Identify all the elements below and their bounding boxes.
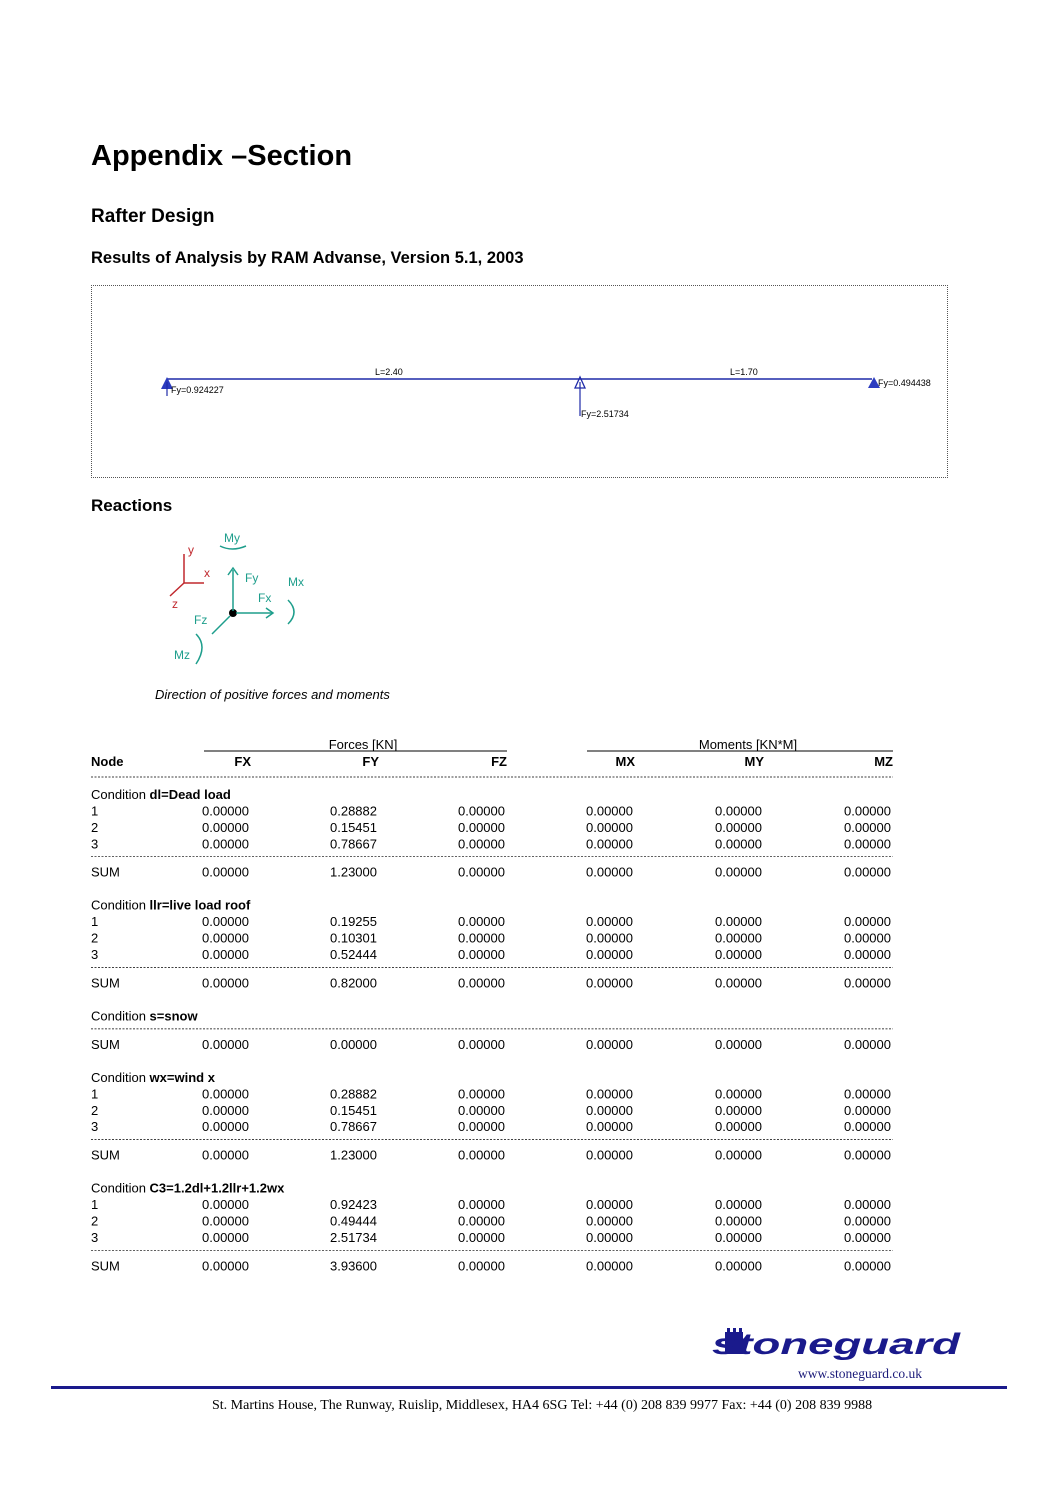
sum-row-cell: 0.00000 [586,1147,633,1163]
table-row-cell: 0.00000 [844,1213,891,1229]
footer-address: St. Martins House, The Runway, Ruislip, Middlesex, HA4 6SG Tel: +44 (0) 208 839 9977 Fax: +44 (0) 208 839 9988 [212,1398,873,1413]
sum-row-cell: 0.00000 [715,1147,762,1163]
sum-row-cell: 0.00000 [202,1258,249,1274]
table-row-cell: 0.00000 [458,1102,505,1118]
reactions-table [91,735,893,1295]
table-row-cell: 0.00000 [458,914,505,930]
table-row-cell: 0.10301 [330,930,377,946]
reaction-label-1: Fy=0.924227 [171,385,224,395]
website-link[interactable]: www.stoneguard.co.uk [798,1366,922,1381]
sum-row-cell: 0.00000 [202,1147,249,1163]
sum-row-cell: 0.00000 [844,1258,891,1274]
table-row-cell: 0.00000 [458,1197,505,1213]
mx-label: Mx [288,575,304,589]
table-row-cell: 0.00000 [586,947,633,962]
table-row-cell: 0.00000 [586,1213,633,1229]
fx-label: Fx [258,591,272,605]
table-row-cell: 0.00000 [202,1229,249,1245]
sum-row-cell: 0.00000 [844,1147,891,1163]
table-row-cell: 0.00000 [844,1229,891,1245]
table-row-cell: 0.00000 [844,1102,891,1118]
table-row-cell: 0.00000 [458,947,505,962]
sum-row-node: SUM [91,975,120,991]
table-row-cell: 0.00000 [458,819,505,835]
sum-row-cell: 3.93600 [330,1258,377,1274]
table-row-node: 1 [91,803,99,819]
table-row-cell: 0.00000 [586,914,633,930]
table-row-cell: 0.92423 [330,1197,377,1213]
sum-row-cell: 1.23000 [330,1147,377,1163]
table-row-node: 3 [91,836,99,852]
table-row-cell: 0.00000 [458,1086,505,1102]
table-row-node: 2 [91,1102,99,1118]
sum-row-node: SUM [91,1258,120,1274]
table-row-node: 2 [91,819,99,835]
table-row-cell: 0.00000 [202,836,249,852]
table-row-cell: 0.78667 [330,836,377,852]
table-row-cell: 0.00000 [844,947,891,962]
column-header: FY [362,754,379,769]
beam-diagram [91,285,948,478]
analysis-title: Results of Analysis by RAM Advanse, Version 5.1, 2003 [91,249,524,267]
z-axis [170,583,184,596]
table-row-cell: 0.78667 [330,1119,377,1135]
fz-label: Fz [194,613,208,627]
table-row-cell: 0.28882 [330,803,377,819]
table-row-cell: 0.00000 [202,930,249,946]
span2-label: L=1.70 [730,367,758,377]
beam-diagram-canvas [92,286,949,479]
table-row-cell: 0.00000 [844,1086,891,1102]
table-row-cell: 2.51734 [330,1229,377,1245]
sum-row-cell: 0.00000 [458,1036,505,1052]
sum-row-cell: 0.00000 [586,864,633,880]
table-row-cell: 0.00000 [715,836,762,852]
table-row-cell: 0.28882 [330,1086,377,1102]
sum-row-cell: 0.00000 [844,1036,891,1052]
sum-row-cell: 0.00000 [844,864,891,880]
table-row-cell: 0.00000 [458,930,505,946]
span1-label: L=2.40 [375,367,403,377]
sum-row-cell: 0.00000 [586,975,633,991]
reaction-label-3: Fy=0.494438 [878,378,931,388]
table-row-cell: 0.00000 [844,803,891,819]
table-row-cell: 0.00000 [202,819,249,835]
table-row-cell: 0.00000 [715,947,762,962]
table-row-cell: 0.00000 [715,914,762,930]
logo-wordmark: stoneguard [712,1328,962,1361]
table-row-cell: 0.00000 [202,1213,249,1229]
mz-moment-icon [196,634,202,664]
footer-rule [51,1386,1007,1389]
table-row-cell: 0.00000 [586,1197,633,1213]
table-row-cell: 0.00000 [458,1213,505,1229]
my-moment-icon [220,546,246,549]
column-header: FX [234,754,251,769]
condition-title: Condition dl=Dead load [91,787,231,802]
z-axis-label: z [172,597,178,611]
column-header: Node [91,754,124,769]
table-row-cell: 0.00000 [586,819,633,835]
table-row-cell: 0.15451 [330,819,377,835]
sum-row-cell: 0.00000 [586,1258,633,1274]
table-row-node: 3 [91,947,99,962]
table-row-cell: 0.00000 [586,1229,633,1245]
sum-row-cell: 0.00000 [458,864,505,880]
sum-row-cell: 0.00000 [844,975,891,991]
table-row-cell: 0.00000 [458,803,505,819]
sum-row-cell: 0.00000 [715,1258,762,1274]
page-title: Appendix –Section [91,140,353,172]
table-row-cell: 0.00000 [715,1213,762,1229]
table-row-cell: 0.00000 [844,819,891,835]
condition-title: Condition llr=live load roof [91,897,251,913]
table-row-node: 3 [91,1229,99,1245]
table-row-cell: 0.00000 [586,803,633,819]
table-row-cell: 0.00000 [715,1102,762,1118]
table-row-cell: 0.00000 [844,836,891,852]
sum-row-cell: 0.00000 [330,1036,377,1052]
section-subtitle: Rafter Design [91,206,215,227]
sum-row-node: SUM [91,864,120,880]
table-row-cell: 0.00000 [586,1086,633,1102]
sum-row-node: SUM [91,1147,120,1163]
reaction-label-2: Fy=2.51734 [581,409,629,419]
sum-row-cell: 0.82000 [330,975,377,991]
fy-label: Fy [245,571,259,585]
sum-row-cell: 1.23000 [330,864,377,880]
sum-row-cell: 0.00000 [202,1036,249,1052]
table-row-cell: 0.00000 [202,1119,249,1135]
sum-row-cell: 0.00000 [715,864,762,880]
table-row-cell: 0.00000 [458,836,505,852]
table-row-cell: 0.49444 [330,1213,377,1229]
table-row-cell: 0.19255 [330,914,377,930]
table-row-node: 1 [91,914,99,930]
sum-row-cell: 0.00000 [715,1036,762,1052]
column-header: MY [744,754,764,769]
sum-row-cell: 0.00000 [458,1147,505,1163]
table-row-node: 1 [91,1197,99,1213]
sum-row-cell: 0.00000 [202,864,249,880]
table-row-cell: 0.15451 [330,1102,377,1118]
table-row-cell: 0.00000 [844,914,891,930]
fz-arrow [212,616,230,634]
table-row-node: 3 [91,1119,99,1135]
condition-title: Condition C3=1.2dl+1.2llr+1.2wx [91,1180,285,1196]
table-row-cell: 0.00000 [715,1229,762,1245]
condition-title: Condition wx=wind x [91,1069,215,1085]
column-header: MZ [874,754,893,769]
table-row-cell: 0.00000 [715,1119,762,1135]
forces-group-label: Forces [KN] [328,737,398,752]
table-row-cell: 0.00000 [715,930,762,946]
table-row-cell: 0.00000 [844,1119,891,1135]
sum-row-cell: 0.00000 [458,1258,505,1274]
column-header: FZ [491,754,507,769]
table-row-cell: 0.00000 [844,1197,891,1213]
table-row-cell: 0.00000 [586,1119,633,1135]
my-label: My [224,531,240,545]
condition-title: Condition s=snow [91,1008,198,1024]
sum-row-cell: 0.00000 [586,1036,633,1052]
table-row-cell: 0.00000 [202,1086,249,1102]
reactions-heading: Reactions [91,496,173,515]
sign-convention-diagram [160,528,320,668]
moments-group-label: Moments [KN*M] [698,737,798,752]
table-row-cell: 0.00000 [586,930,633,946]
table-row-node: 1 [91,1086,99,1102]
sum-row-cell: 0.00000 [202,975,249,991]
table-row-cell: 0.52444 [330,947,377,962]
table-row-cell: 0.00000 [202,914,249,930]
table-row-cell: 0.00000 [715,803,762,819]
x-axis-label: x [204,566,210,580]
table-row-node: 2 [91,1213,99,1229]
table-row-cell: 0.00000 [202,803,249,819]
mx-moment-icon [288,600,294,624]
table-row-cell: 0.00000 [586,836,633,852]
sum-row-node: SUM [91,1036,120,1052]
mz-label: Mz [174,648,190,662]
table-row-cell: 0.00000 [586,1102,633,1118]
table-row-cell: 0.00000 [458,1119,505,1135]
column-header: MX [615,754,635,769]
table-row-cell: 0.00000 [458,1229,505,1245]
table-row-cell: 0.00000 [202,1102,249,1118]
y-axis-label: y [188,543,194,557]
table-row-cell: 0.00000 [715,1197,762,1213]
table-row-node: 2 [91,930,99,946]
table-row-cell: 0.00000 [844,930,891,946]
sum-row-cell: 0.00000 [715,975,762,991]
table-row-cell: 0.00000 [715,819,762,835]
diagram-caption: Direction of positive forces and moments [155,687,390,702]
sum-row-cell: 0.00000 [458,975,505,991]
table-row-cell: 0.00000 [202,947,249,962]
table-row-cell: 0.00000 [202,1197,249,1213]
table-row-cell: 0.00000 [715,1086,762,1102]
